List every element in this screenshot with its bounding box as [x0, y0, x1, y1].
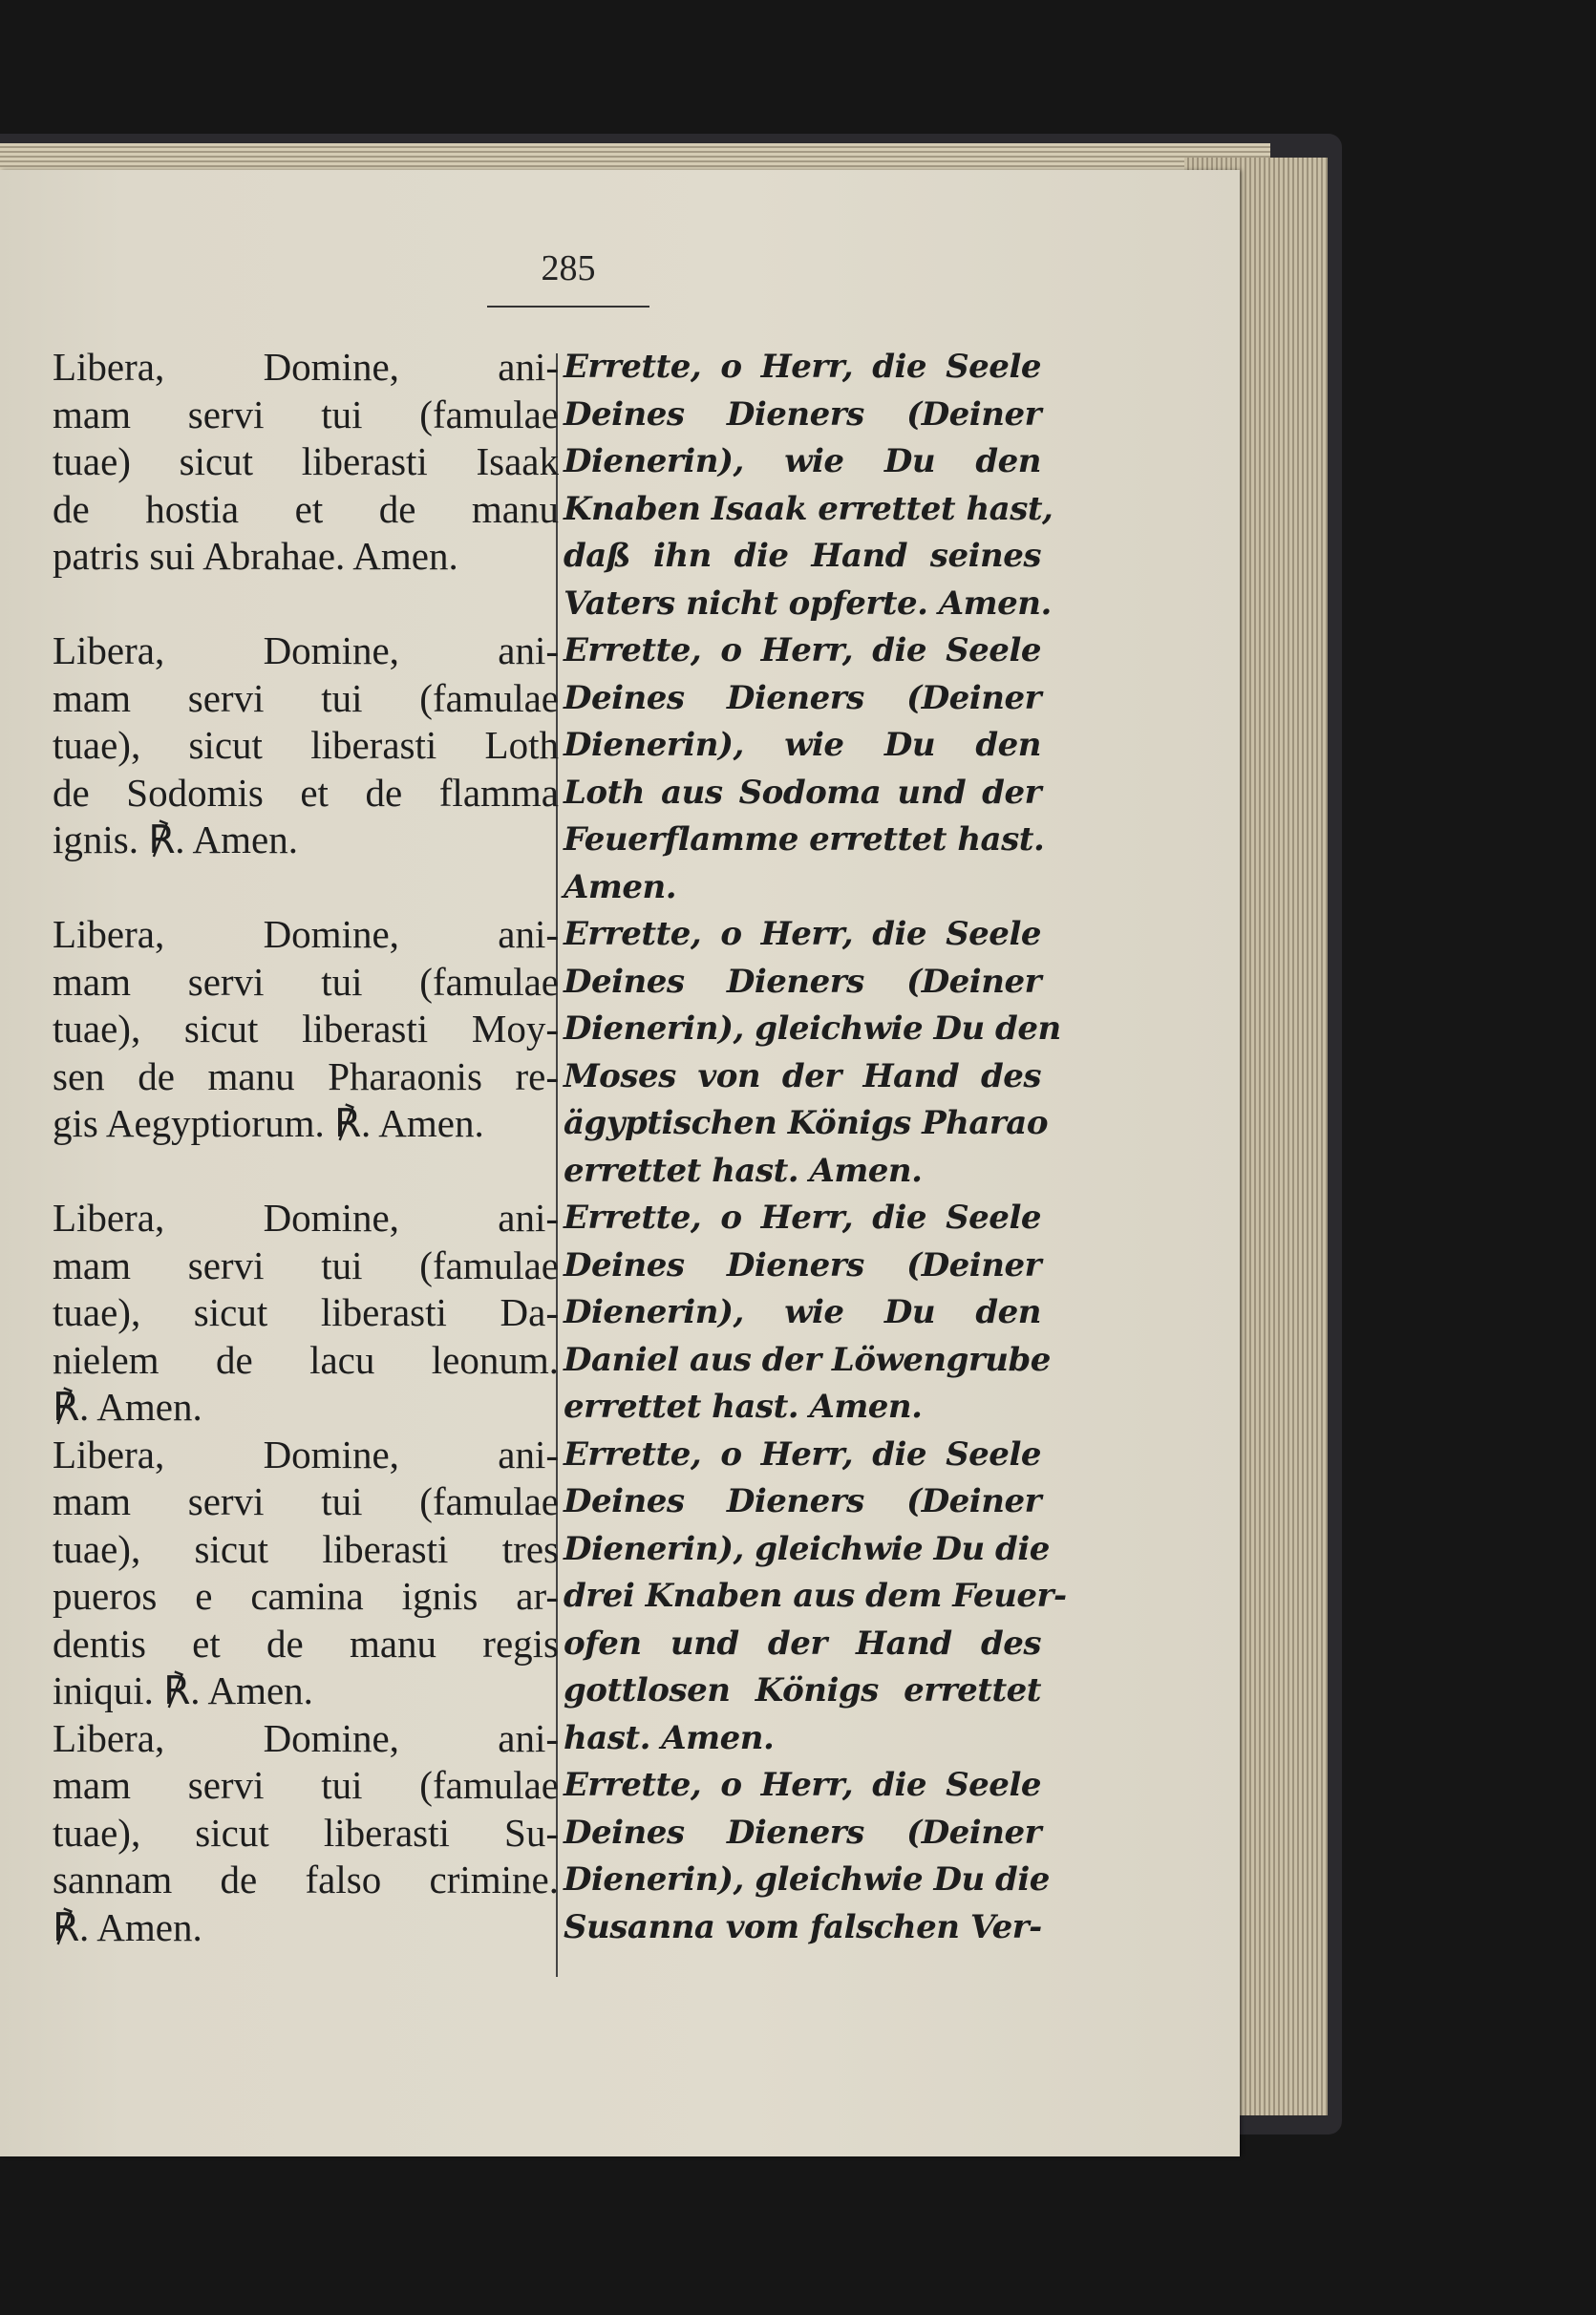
german-line: Daniel aus der Löwengrube — [564, 1340, 1051, 1379]
german-paragraph — [564, 1195, 1051, 1432]
german-line: Moses von der Hand des — [564, 1056, 1041, 1095]
latin-line: Libera, Domine, ani- — [53, 1432, 559, 1476]
german-paragraph — [564, 344, 1053, 627]
german-line: Dienerin), gleichwie Du die — [564, 1860, 1050, 1899]
latin-line: ℟. Amen. — [53, 1904, 202, 1949]
german-line: ofen und der Hand des — [564, 1624, 1041, 1663]
german-line: drei Knaben aus dem Feuer- — [564, 1577, 1067, 1615]
german-line: Feuerflamme errettet hast. — [564, 820, 1045, 859]
latin-line: ℟. Amen. — [53, 1385, 202, 1429]
latin-line: mam servi tui (famulae — [53, 392, 559, 436]
german-line: errettet hast. Amen. — [564, 1388, 923, 1426]
german-line: Vaters nicht opferte. Amen. — [564, 584, 1052, 623]
german-line: Loth aus Sodoma und der — [564, 773, 1041, 812]
latin-line: tuae), sicut liberasti Da- — [53, 1290, 559, 1334]
latin-line: Libera, Domine, ani- — [53, 1715, 559, 1760]
german-line: ägyptischen Königs Pharao — [564, 1104, 1049, 1142]
latin-line: gis Aegyptiorum. ℟. Amen. — [53, 1101, 484, 1145]
latin-line: dentis et de manu regis — [53, 1621, 559, 1666]
german-line: Errette, o Herr, die Seele — [564, 1766, 1041, 1804]
german-line: Dienerin), wie Du den — [564, 726, 1041, 764]
latin-paragraph — [53, 627, 559, 864]
latin-line: pueros e camina ignis ar- — [53, 1574, 559, 1618]
german-line: Dienerin), wie Du den — [564, 1293, 1041, 1331]
latin-line: tuae), sicut liberasti Moy- — [53, 1007, 559, 1051]
german-line: Knaben Isaak errettet hast, — [564, 489, 1053, 528]
german-column — [564, 344, 1067, 1951]
latin-line: Libera, Domine, ani- — [53, 628, 559, 672]
latin-line: tuae), sicut liberasti tres — [53, 1526, 559, 1571]
german-line: Deines Dieners (Deiner — [564, 678, 1041, 717]
german-line: Amen. — [564, 867, 677, 906]
latin-line: ignis. ℟. Amen. — [53, 818, 298, 861]
page-number: 285 — [541, 248, 596, 288]
latin-line: sen de manu Pharaonis re- — [53, 1053, 559, 1098]
page-edges-top — [0, 143, 1270, 170]
german-line: Deines Dieners (Deiner — [564, 394, 1041, 434]
latin-line: tuae) sicut liberasti Isaak — [53, 439, 559, 483]
latin-column — [53, 344, 559, 1951]
german-line: Errette, o Herr, die Seele — [564, 348, 1041, 386]
german-line: Errette, o Herr, die Seele — [564, 631, 1041, 669]
german-paragraph — [564, 1762, 1050, 1951]
latin-paragraph — [53, 911, 559, 1148]
latin-line: mam servi tui (famulae — [53, 1479, 559, 1523]
german-line: gottlosen Königs errettet — [564, 1671, 1041, 1710]
latin-paragraph — [53, 1432, 559, 1715]
german-line: Dienerin), gleichwie Du die — [564, 1529, 1050, 1568]
latin-line: Libera, Domine, ani- — [53, 1196, 559, 1240]
german-line: Deines Dieners (Deiner — [564, 1482, 1041, 1520]
german-line: Deines Dieners (Deiner — [564, 962, 1041, 1001]
latin-line: mam servi tui (famulae — [53, 675, 559, 720]
german-line: daß ihn die Hand seines — [564, 537, 1041, 575]
latin-line: Libera, Domine, ani- — [53, 345, 559, 389]
paragraph-gap — [53, 581, 559, 628]
latin-paragraph — [53, 344, 559, 581]
latin-line: mam servi tui (famulae — [53, 1242, 559, 1287]
latin-line: tuae), sicut liberasti Loth — [53, 723, 559, 767]
latin-line: mam servi tui (famulae — [53, 959, 559, 1004]
latin-paragraph — [53, 1715, 559, 1952]
latin-paragraph — [53, 1195, 559, 1432]
german-line: Dienerin), wie Du den — [564, 442, 1041, 480]
german-line: Deines Dieners (Deiner — [564, 1245, 1041, 1285]
german-line: Errette, o Herr, die Seele — [564, 1434, 1041, 1474]
german-paragraph — [564, 627, 1045, 911]
latin-line: sannam de falso crimine. — [53, 1858, 559, 1901]
latin-line: mam servi tui (famulae — [53, 1763, 559, 1807]
header-rule — [487, 306, 649, 308]
latin-line: Libera, Domine, ani- — [53, 912, 559, 956]
paragraph-gap — [53, 1148, 559, 1196]
german-line: Deines Dieners (Deiner — [564, 1813, 1041, 1852]
german-line: errettet hast. Amen. — [564, 1151, 923, 1190]
latin-line: de hostia et de manu — [53, 486, 559, 531]
german-paragraph — [564, 1432, 1067, 1763]
latin-line: tuae), sicut liberasti Su- — [53, 1810, 559, 1855]
german-line: Errette, o Herr, die Seele — [564, 1199, 1041, 1237]
latin-line: nielem de lacu leonum. — [53, 1337, 559, 1382]
latin-line: iniqui. ℟. Amen. — [53, 1668, 313, 1712]
german-line: Errette, o Herr, die Seele — [564, 915, 1041, 953]
german-line: Susanna vom falschen Ver- — [564, 1907, 1042, 1946]
german-line: Dienerin), gleichwie Du den — [564, 1009, 1061, 1048]
latin-line: patris sui Abrahae. Amen. — [53, 534, 458, 578]
paragraph-gap — [53, 864, 559, 912]
german-paragraph — [564, 911, 1061, 1195]
german-line: hast. Amen. — [564, 1718, 775, 1757]
latin-line: de Sodomis et de flamma — [53, 770, 559, 815]
